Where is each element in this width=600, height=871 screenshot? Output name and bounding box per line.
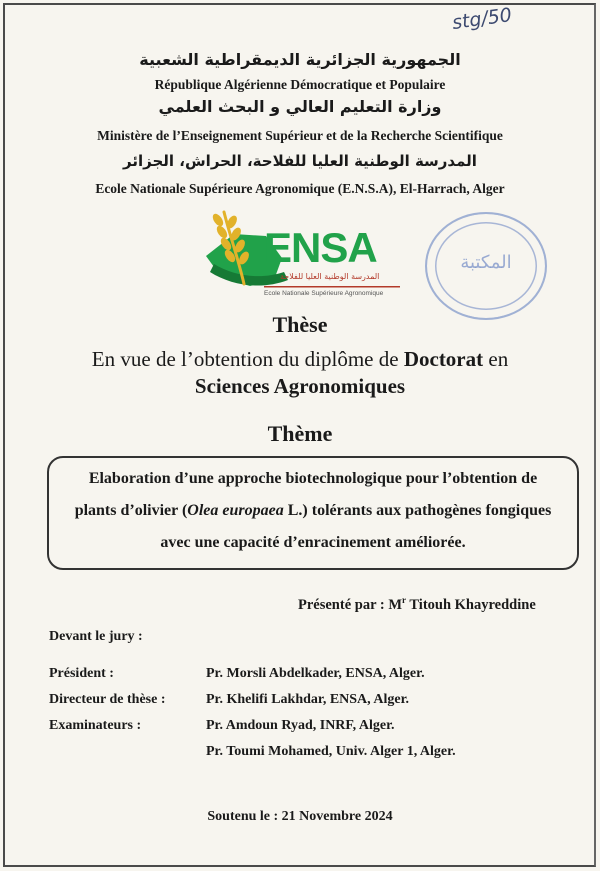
thesis-title-box bbox=[47, 456, 579, 570]
thesis-field: Sciences Agronomiques bbox=[194, 374, 406, 398]
header-fr-republic: République Algérienne Démocratique et Populaire bbox=[154, 77, 446, 92]
theme-label: Thème bbox=[267, 421, 333, 446]
presenter-honorific: r bbox=[402, 595, 407, 605]
presenter-name: Titouh Khayreddine bbox=[406, 596, 536, 613]
purpose-prefix: En vue de l’obtention du diplôme de bbox=[91, 347, 404, 371]
jury-role: Président : bbox=[49, 666, 114, 681]
header-fr-ministry: Ministère de l’Enseignement Supérieur et de la Recherche Scientifique bbox=[97, 128, 503, 143]
handwritten-note: stg/50 bbox=[450, 3, 514, 35]
stamp-center-text: المكتبة bbox=[460, 252, 512, 273]
jury-heading: Devant le jury : bbox=[49, 629, 143, 644]
title-line2-suffix: L.) tolérants aux pathogènes fongiques bbox=[283, 502, 552, 519]
jury-name: Pr. Toumi Mohamed, Univ. Alger 1, Alger. bbox=[206, 744, 456, 759]
presenter-line bbox=[298, 595, 536, 614]
thesis-purpose bbox=[0, 347, 600, 372]
header-ar-republic: الجمهورية الجزائرية الديمقراطية الشعبية bbox=[139, 50, 461, 69]
purpose-suffix: en bbox=[483, 347, 509, 371]
header-ar-school: المدرسة الوطنية العليا للفلاحة، الحراش، الجزائر bbox=[123, 152, 477, 170]
title-line2-prefix: plants d’olivier ( bbox=[74, 502, 188, 519]
species-name: Olea europaea bbox=[187, 502, 284, 519]
header-fr-school: Ecole Nationale Supérieure Agronomique (E.N.S.A), El-Harrach, Alger bbox=[95, 181, 505, 196]
thesis-title-line-2 bbox=[49, 502, 577, 520]
thesis-label: Thèse bbox=[272, 312, 328, 337]
jury-role: Directeur de thèse : bbox=[49, 692, 166, 707]
logo-fr-caption: Ecole Nationale Supérieure Agronomique bbox=[264, 290, 384, 297]
presenter-label: Présenté par : M bbox=[298, 596, 403, 613]
jury-name: Pr. Amdoun Ryad, INRF, Alger. bbox=[206, 718, 395, 733]
logo-wordmark: ENSA bbox=[264, 224, 377, 271]
jury-name: Pr. Khelifi Lakhdar, ENSA, Alger. bbox=[206, 692, 410, 707]
defense-date: Soutenu le : 21 Novembre 2024 bbox=[207, 809, 393, 824]
ensa-logo bbox=[204, 206, 400, 302]
jury-name: Pr. Morsli Abdelkader, ENSA, Alger. bbox=[206, 666, 425, 681]
header-ar-ministry: وزارة التعليم العالي و البحث العلمي bbox=[158, 97, 442, 116]
degree-name: Doctorat bbox=[403, 347, 484, 371]
library-stamp bbox=[425, 212, 547, 320]
thesis-title-line-3: avec une capacité d’enracinement améliorée. bbox=[160, 534, 466, 551]
logo-ar-caption: المدرسة الوطنية العليا للفلاحة bbox=[280, 272, 380, 281]
thesis-title-line-1: Elaboration d’une approche biotechnologique pour l’obtention de bbox=[88, 470, 538, 487]
jury-role: Examinateurs : bbox=[49, 718, 142, 733]
